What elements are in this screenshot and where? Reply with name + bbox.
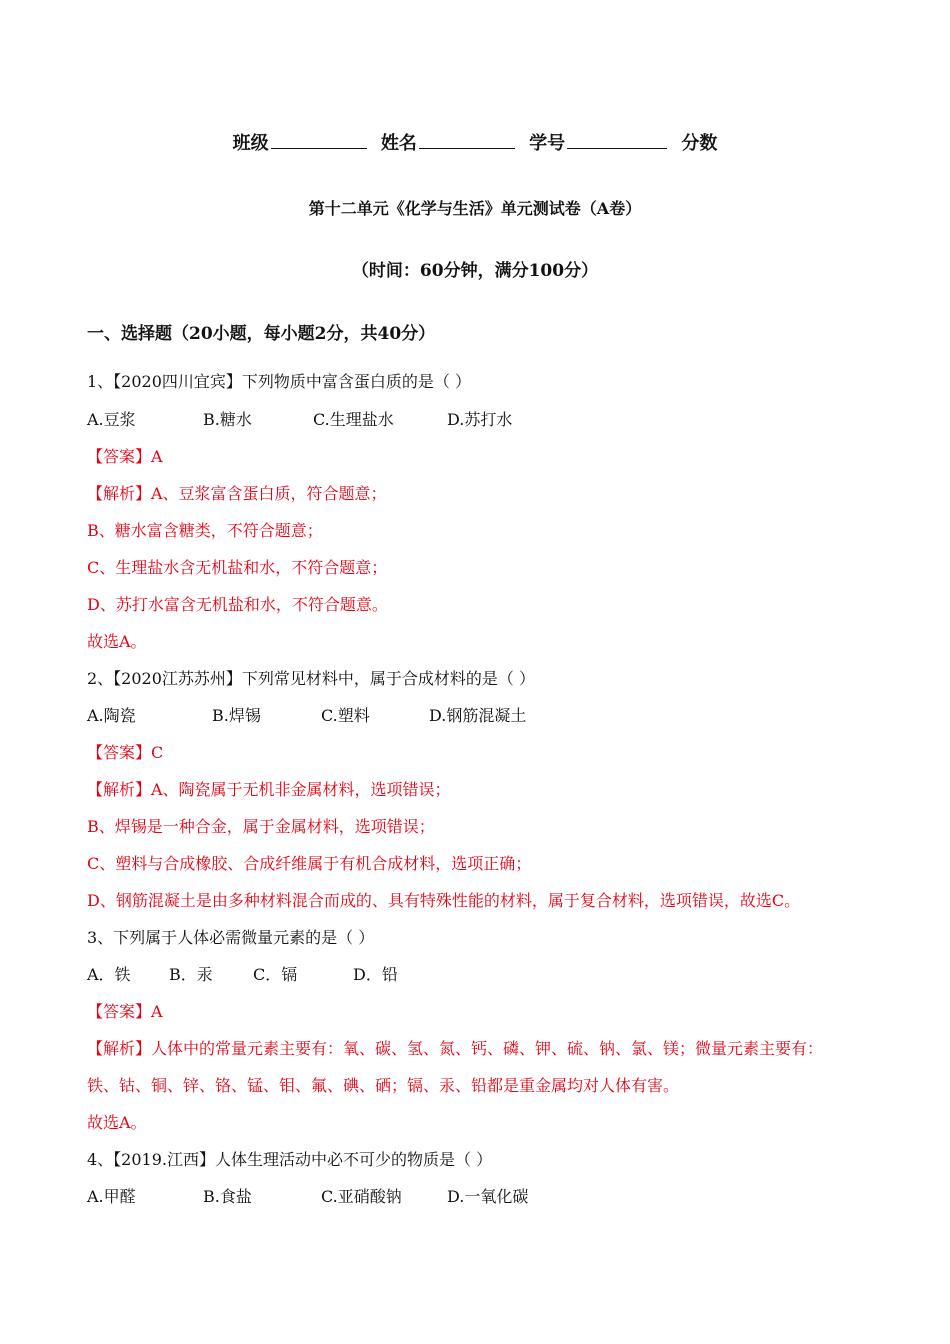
q2-analysis-line: 【解析】A、陶瓷属于无机非金属材料，选项错误； <box>87 780 451 799</box>
question-1-options <box>87 409 890 431</box>
question-4-options <box>87 1186 890 1208</box>
q4-option-c: C.亚硝酸钠 <box>321 1187 402 1206</box>
q1-option-b: B.糖水 <box>203 410 252 429</box>
name-blank[interactable] <box>419 132 515 149</box>
score-label: 分数 <box>681 133 718 154</box>
q1-analysis-line: C、生理盐水含无机盐和水，不符合题意； <box>87 558 388 577</box>
question-3-stem: 3、下列属于人体必需微量元素的是（ ） <box>87 928 375 947</box>
q2-option-d: D.钢筋混凝土 <box>429 706 527 725</box>
q4-option-d: D.一氧化碳 <box>447 1187 529 1206</box>
q1-analysis-line: D、苏打水富含无机盐和水，不符合题意。 <box>87 595 388 614</box>
q3-analysis-line: 故选A。 <box>87 1113 147 1132</box>
student-id-blank[interactable] <box>567 132 667 149</box>
q2-answer: 【答案】C <box>87 743 164 762</box>
q1-option-a: A.豆浆 <box>87 410 136 429</box>
q3-option-b: B．汞 <box>169 965 213 984</box>
question-1-stem: 1、【2020四川宜宾】下列物质中富含蛋白质的是（ ） <box>87 372 471 391</box>
q4-option-a: A.甲醛 <box>87 1187 136 1206</box>
q4-option-b: B.食盐 <box>203 1187 252 1206</box>
q1-analysis-line: B、糖水富含糖类，不符合题意； <box>87 521 323 540</box>
section-heading: 一、选择题（20小题，每小题2分，共40分） <box>87 324 436 344</box>
q1-analysis-line: 【解析】A、豆浆富含蛋白质，符合题意； <box>87 484 387 503</box>
exam-subtitle: （时间：60分钟，满分100分） <box>351 261 599 281</box>
q1-option-d: D.苏打水 <box>447 410 513 429</box>
class-blank[interactable] <box>271 132 367 149</box>
question-4-stem: 4、【2019.江西】人体生理活动中必不可少的物质是（ ） <box>87 1150 493 1169</box>
q3-analysis-line: 【解析】人体中的常量元素主要有：氧、碳、氢、氮、钙、磷、钾、硫、钠、氯、镁；微量元素主要有： <box>87 1039 824 1058</box>
question-2-options <box>87 705 890 727</box>
question-3-options <box>87 964 890 986</box>
student-id-label: 学号 <box>529 133 566 154</box>
exam-title: 第十二单元《化学与生活》单元测试卷（A卷） <box>308 199 642 218</box>
q1-answer: 【答案】A <box>87 447 163 466</box>
q2-analysis-line: C、塑料与合成橡胶、合成纤维属于有机合成材料，选项正确； <box>87 854 532 873</box>
q2-option-b: B.焊锡 <box>212 706 261 725</box>
q2-option-c: C.塑料 <box>321 706 370 725</box>
question-2-stem: 2、【2020江苏苏州】下列常见材料中，属于合成材料的是（ ） <box>87 669 535 688</box>
q2-analysis-line: D、钢筋混凝土是由多种材料混合而成的、具有特殊性能的材料，属于复合材料，选项错误，故选C。 <box>87 891 801 910</box>
name-label: 姓名 <box>380 133 417 154</box>
q1-analysis-line: 故选A。 <box>87 632 147 651</box>
q2-analysis-line: B、焊锡是一种合金，属于金属材料，选项错误； <box>87 817 435 836</box>
q3-analysis-line: 铁、钴、铜、锌、铬、锰、钼、氟、碘、硒；镉、汞、铅都是重金属均对人体有害。 <box>87 1076 680 1095</box>
student-info-header <box>0 132 950 155</box>
q3-option-c: C．镉 <box>253 965 298 984</box>
q3-answer: 【答案】A <box>87 1002 163 1021</box>
class-label: 班级 <box>232 133 269 154</box>
q1-option-c: C.生理盐水 <box>313 410 394 429</box>
q3-option-a: A．铁 <box>87 965 131 984</box>
q2-option-a: A.陶瓷 <box>87 706 136 725</box>
q3-option-d: D．铅 <box>353 965 398 984</box>
